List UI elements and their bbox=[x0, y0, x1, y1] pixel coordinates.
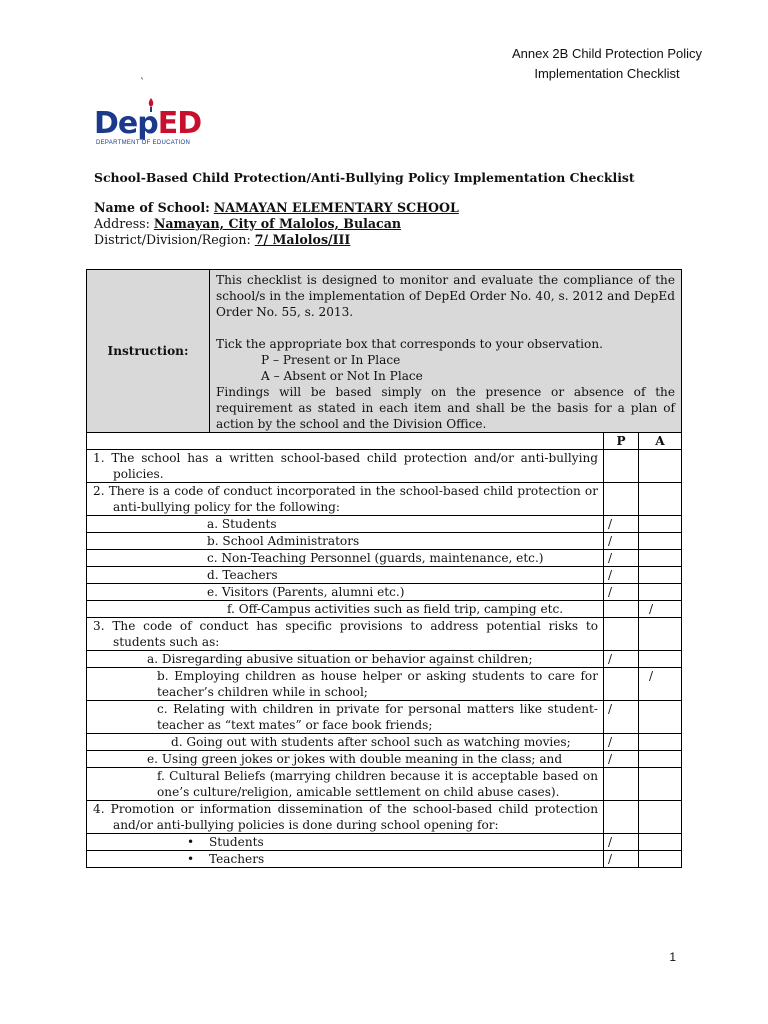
mark-p[interactable]: / bbox=[604, 701, 639, 734]
bullet-icon: • bbox=[187, 852, 195, 866]
table-row bbox=[87, 834, 682, 851]
mark-p[interactable]: / bbox=[604, 584, 639, 601]
logo-text-dep: Dep bbox=[94, 106, 158, 141]
item-2d: d. Teachers bbox=[87, 567, 604, 584]
header-blank bbox=[87, 433, 604, 450]
mark-a[interactable] bbox=[639, 483, 682, 516]
mark-p[interactable] bbox=[604, 801, 639, 834]
mark-a[interactable] bbox=[639, 450, 682, 483]
column-header-p: P bbox=[604, 433, 639, 450]
item-2: 2. There is a code of conduct incorporated in the school-based child protection or anti-bullying policy for the following: bbox=[87, 483, 604, 516]
mark-p[interactable]: / bbox=[604, 751, 639, 768]
mark-a[interactable] bbox=[639, 834, 682, 851]
item-2a: a. Students bbox=[87, 516, 604, 533]
item-4-teachers-label: Teachers bbox=[209, 852, 265, 866]
address-label: Address: bbox=[94, 216, 150, 231]
mark-p[interactable] bbox=[604, 483, 639, 516]
item-4-students bbox=[87, 834, 604, 851]
mark-p[interactable]: / bbox=[604, 651, 639, 668]
mark-p[interactable] bbox=[604, 450, 639, 483]
table-row bbox=[87, 533, 682, 550]
instruction-a-line: A – Absent or Not In Place bbox=[261, 369, 423, 383]
item-3a: a. Disregarding abusive situation or behavior against children; bbox=[87, 651, 604, 668]
item-3c: c. Relating with children in private for personal matters like student-teacher as “text mates” or face book friends; bbox=[87, 701, 604, 734]
column-header-a: A bbox=[639, 433, 682, 450]
instruction-p-line: P – Present or In Place bbox=[261, 353, 401, 367]
mark-p[interactable]: / bbox=[604, 567, 639, 584]
item-3f: f. Cultural Beliefs (marrying children because it is acceptable based on one’s culture/religion, amicable settlement on child abuse cases). bbox=[87, 768, 604, 801]
item-3: 3. The code of conduct has specific provisions to address potential risks to students such as: bbox=[87, 618, 604, 651]
table-row bbox=[87, 567, 682, 584]
school-name-label: Name of School: bbox=[94, 200, 210, 215]
address-value: Namayan, City of Malolos, Bulacan bbox=[153, 216, 402, 231]
mark-p[interactable] bbox=[604, 668, 639, 701]
mark-p[interactable]: / bbox=[604, 516, 639, 533]
table-row bbox=[87, 668, 682, 701]
district-line bbox=[94, 232, 350, 247]
table-row bbox=[87, 450, 682, 483]
item-2e: e. Visitors (Parents, alumni etc.) bbox=[87, 584, 604, 601]
mark-a[interactable] bbox=[639, 768, 682, 801]
table-row bbox=[87, 701, 682, 734]
checklist-table bbox=[86, 269, 682, 868]
mark-a[interactable] bbox=[639, 801, 682, 834]
item-4-teachers bbox=[87, 851, 604, 868]
mark-a[interactable] bbox=[639, 567, 682, 584]
mark-p[interactable]: / bbox=[604, 834, 639, 851]
table-row bbox=[87, 751, 682, 768]
instruction-para-2: Tick the appropriate box that corresponds to your observation. bbox=[216, 337, 603, 351]
school-name-value: NAMAYAN ELEMENTARY SCHOOL bbox=[213, 200, 459, 215]
deped-logo bbox=[94, 96, 208, 152]
mark-a[interactable] bbox=[639, 550, 682, 567]
mark-a[interactable] bbox=[639, 651, 682, 668]
table-row bbox=[87, 851, 682, 868]
table-row bbox=[87, 734, 682, 751]
mark-a[interactable] bbox=[639, 516, 682, 533]
mark-a[interactable] bbox=[639, 851, 682, 868]
mark-p[interactable] bbox=[604, 768, 639, 801]
item-3b: b. Employing children as house helper or asking students to care for teacher’s children while in school; bbox=[87, 668, 604, 701]
annex-header bbox=[512, 44, 702, 84]
table-row bbox=[87, 516, 682, 533]
district-label: District/Division/Region: bbox=[94, 232, 251, 247]
item-2c: c. Non-Teaching Personnel (guards, maintenance, etc.) bbox=[87, 550, 604, 567]
mark-a[interactable] bbox=[639, 584, 682, 601]
logo-text bbox=[94, 106, 201, 141]
bullet-icon: • bbox=[187, 835, 195, 849]
table-row bbox=[87, 768, 682, 801]
table-row bbox=[87, 601, 682, 618]
school-name-line bbox=[94, 200, 459, 215]
instruction-text bbox=[210, 270, 682, 433]
table-row bbox=[87, 801, 682, 834]
item-4: 4. Promotion or information dissemination of the school-based child protection and/or anti-bullying policies is done during school opening for: bbox=[87, 801, 604, 834]
instruction-para-1: This checklist is designed to monitor and evaluate the compliance of the school/s in the implementation of DepEd Order No. 40, s. 2012 and DepEd Order No. 55, s. 2013. bbox=[216, 273, 675, 319]
item-3d: d. Going out with students after school such as watching movies; bbox=[87, 734, 604, 751]
annex-line-1: Annex 2B Child Protection Policy bbox=[511, 46, 702, 61]
mark-a[interactable] bbox=[639, 734, 682, 751]
table-row bbox=[87, 584, 682, 601]
page-number: 1 bbox=[669, 950, 676, 964]
mark-p[interactable]: / bbox=[604, 734, 639, 751]
instruction-label: Instruction: bbox=[87, 270, 210, 433]
annex-line-2: Implementation Checklist bbox=[534, 66, 680, 81]
mark-p[interactable] bbox=[604, 618, 639, 651]
table-row bbox=[87, 483, 682, 516]
logo-subtitle: DEPARTMENT OF EDUCATION bbox=[96, 140, 191, 146]
mark-a[interactable] bbox=[639, 533, 682, 550]
item-1: 1. The school has a written school-based child protection and/or anti-bullying policies. bbox=[87, 450, 604, 483]
item-3e: e. Using green jokes or jokes with double meaning in the class; and bbox=[87, 751, 604, 768]
mark-a[interactable] bbox=[639, 751, 682, 768]
mark-p[interactable] bbox=[604, 601, 639, 618]
mark-a[interactable] bbox=[639, 701, 682, 734]
mark-p[interactable]: / bbox=[604, 851, 639, 868]
table-row bbox=[87, 550, 682, 567]
district-value: 7/ Malolos/III bbox=[254, 232, 351, 247]
address-line bbox=[94, 216, 401, 231]
logo-text-ed: ED bbox=[157, 106, 202, 141]
instruction-para-3: Findings will be based simply on the presence or absence of the requirement as stated in each item and shall be the basis for a plan of action by the school and the Division Office. bbox=[216, 385, 675, 431]
table-row bbox=[87, 651, 682, 668]
document-title: School-Based Child Protection/Anti-Bullying Policy Implementation Checklist bbox=[94, 170, 635, 185]
item-2b: b. School Administrators bbox=[87, 533, 604, 550]
mark-p[interactable]: / bbox=[604, 533, 639, 550]
instruction-row bbox=[87, 270, 682, 433]
table-row bbox=[87, 618, 682, 651]
mark-a[interactable]: / bbox=[639, 601, 682, 618]
mark-p[interactable]: / bbox=[604, 550, 639, 567]
item-4-students-label: Students bbox=[209, 835, 264, 849]
stray-mark: ` bbox=[140, 78, 145, 89]
column-header-row bbox=[87, 433, 682, 450]
mark-a[interactable] bbox=[639, 618, 682, 651]
item-2f: f. Off-Campus activities such as field trip, camping etc. bbox=[87, 601, 604, 618]
mark-a[interactable]: / bbox=[639, 668, 682, 701]
